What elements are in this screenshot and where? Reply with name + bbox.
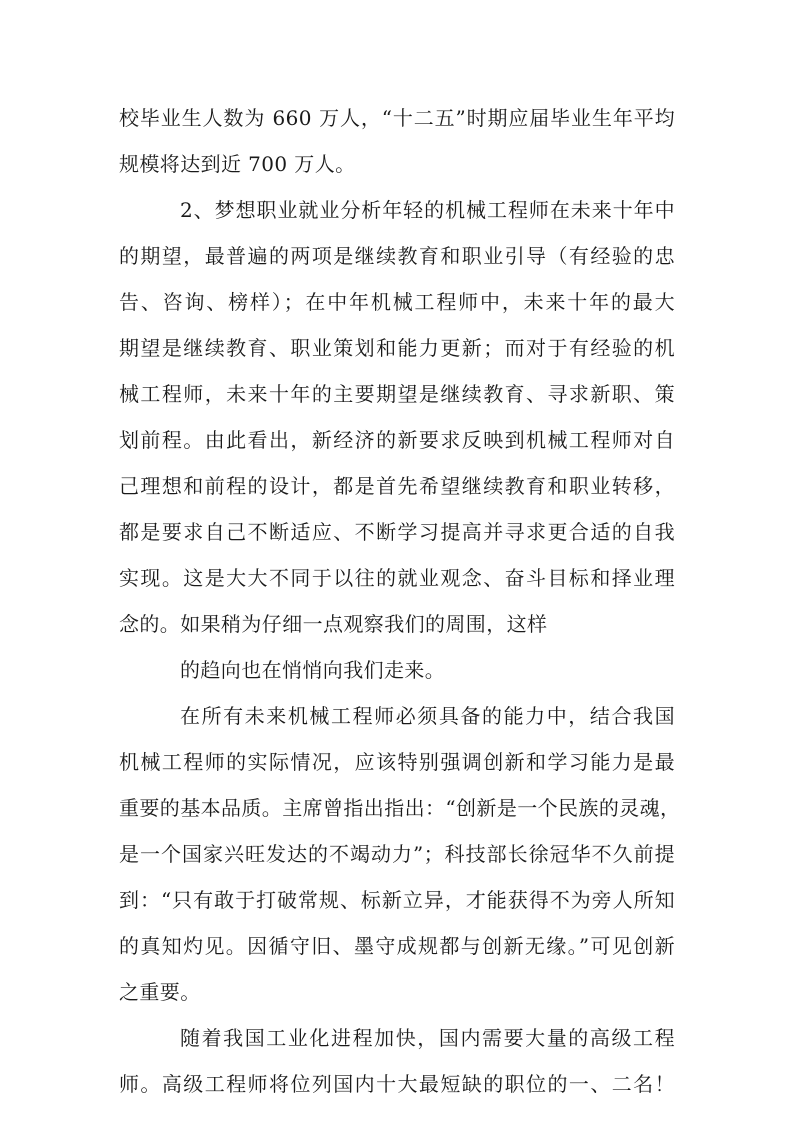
paragraph-start-line: 的趋向也在悄悄向我们走来。: [180, 658, 446, 682]
text-line: 己理想和前程的设计，都是首先希望继续教育和职业转移，: [119, 474, 675, 498]
paragraph-start-line: 2、梦想职业就业分析年轻的机械工程师在未来十年中: [180, 198, 675, 222]
text-line: 的期望，最普遍的两项是继续教育和职业引导（有经验的忠: [119, 244, 675, 268]
text-line: 念的。如果稍为仔细一点观察我们的周围，这样: [119, 612, 548, 636]
text-line: 机械工程师的实际情况，应该特别强调创新和学习能力是最: [119, 750, 675, 774]
text-line: 期望是继续教育、职业策划和能力更新；而对于有经验的机: [119, 336, 675, 360]
text-line: 是一个国家兴旺发达的不竭动力”；科技部长徐冠华不久前提: [119, 842, 675, 866]
text-line: 的真知灼见。因循守旧、墨守成规都与创新无缘。”可见创新: [119, 934, 675, 958]
text-line: 到：“只有敢于打破常规、标新立异，才能获得不为旁人所知: [119, 888, 675, 912]
text-line: 重要的基本品质。主席曾指出指出：“创新是一个民族的灵魂，: [119, 796, 681, 820]
paragraph-start-line: 随着我国工业化进程加快，国内需要大量的高级工程: [180, 1026, 675, 1050]
text-line: 之重要。: [119, 980, 201, 1004]
text-line: 校毕业生人数为 660 万人，“十二五”时期应届毕业生年平均: [119, 106, 675, 130]
text-line: 都是要求自己不断适应、不断学习提高并寻求更合适的自我: [119, 520, 675, 544]
text-line: 师。高级工程师将位列国内十大最短缺的职位的一、二名！: [119, 1072, 675, 1096]
text-line: 实现。这是大大不同于以往的就业观念、奋斗目标和择业理: [119, 566, 675, 590]
document-body: [119, 95, 681, 1107]
text-line: 划前程。由此看出，新经济的新要求反映到机械工程师对自: [119, 428, 675, 452]
text-line: 告、咨询、榜样）；在中年机械工程师中，未来十年的最大: [119, 290, 675, 314]
text-line: 规模将达到近 700 万人。: [119, 152, 356, 176]
text-line: 械工程师，未来十年的主要期望是继续教育、寻求新职、策: [119, 382, 675, 406]
paragraph-start-line: 在所有未来机械工程师必须具备的能力中，结合我国: [180, 704, 675, 728]
